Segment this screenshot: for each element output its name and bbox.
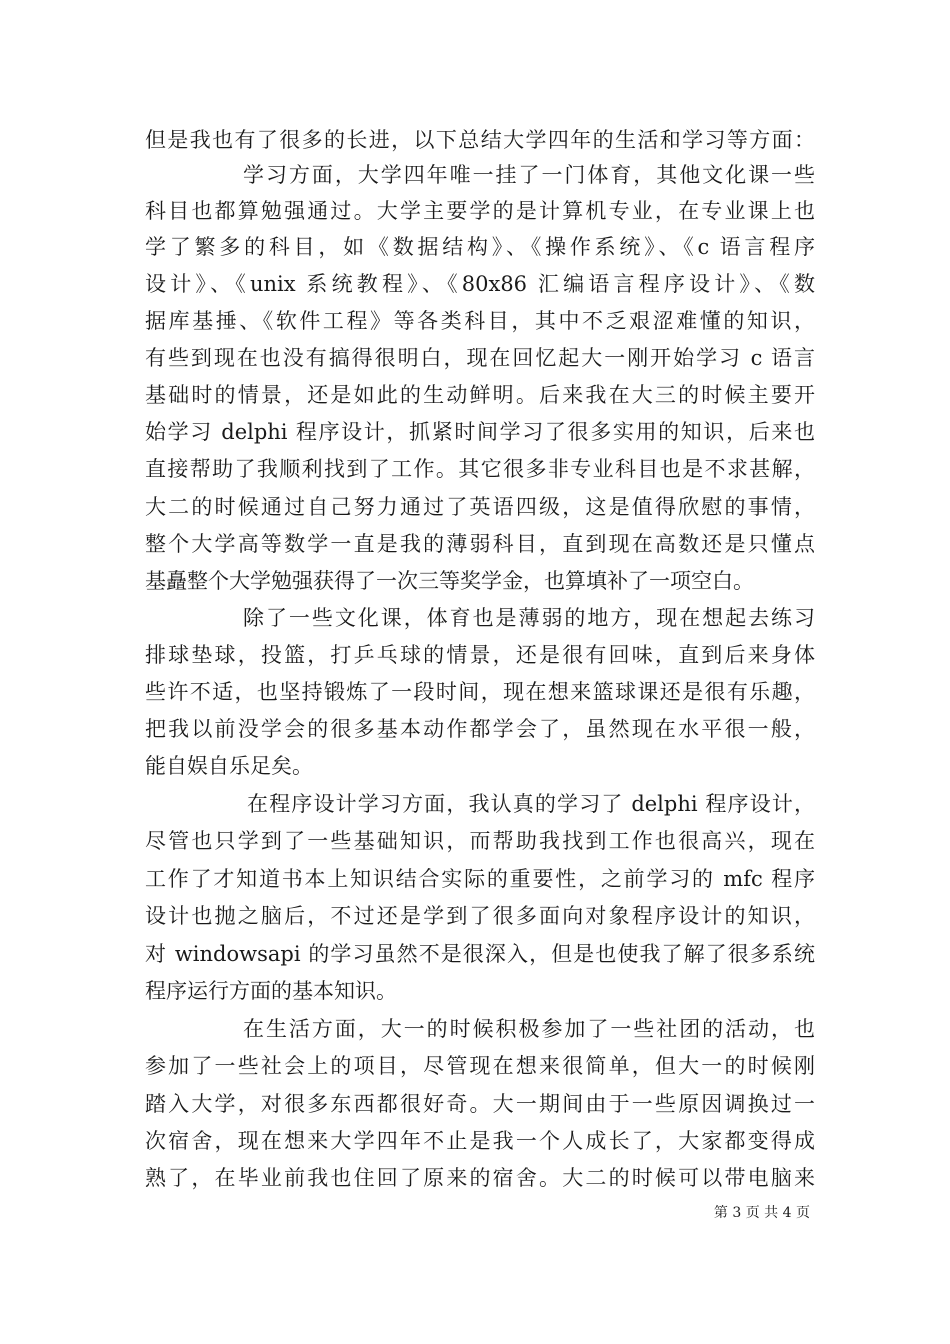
text-line: 程序运行方面的基本知识。 [145,979,397,1003]
text-line: 次宿舍，现在想来大学四年不止是我一个人成长了，大家都变得成 [145,1129,815,1153]
text-line: 除了一些文化课，体育也是薄弱的地方，现在想起去练习 [243,606,815,630]
text-line: 把我以前没学会的很多基本动作都学会了，虽然现在水平很一般， [145,717,815,741]
text-line: 对 windowsapi 的学习虽然不是很深入，但是也使我了解了很多系统 [145,942,815,966]
text-line: 直接帮助了我顺利找到了工作。其它很多非专业科目也是不求甚解， [145,457,815,481]
text-line: 始学习 delphi 程序设计，抓紧时间学习了很多实用的知识，后来也 [145,420,815,444]
text-line: 设计》、《unix 系统教程》、《80x86 汇编语言程序设计》、《数 [145,272,815,296]
text-line: 学习方面，大学四年唯一挂了一门体育，其他文化课一些 [243,163,815,187]
text-line: 参加了一些社会上的项目，尽管现在想来很简单，但大一的时候刚 [145,1054,815,1078]
text-line: 些许不适，也坚持锻炼了一段时间，现在想来篮球课还是很有乐趣， [145,680,815,704]
text-line: 排球垫球，投篮，打乒乓球的情景，还是很有回味，直到后来身体 [145,643,815,667]
text-line: 科目也都算勉强通过。大学主要学的是计算机专业，在专业课上也 [145,199,815,223]
text-line: 但是我也有了很多的长进，以下总结大学四年的生活和学习等方面： [145,128,815,152]
text-line: 工作了才知道书本上知识结合实际的重要性，之前学习的 mfc 程序 [145,867,815,891]
text-line: 整个大学高等数学一直是我的薄弱科目，直到现在高数还是只懂点 [145,532,815,556]
text-line: 设计也抛之脑后，不过还是学到了很多面向对象程序设计的知识， [145,904,815,928]
text-line: 能自娱自乐足矣。 [145,754,313,778]
text-line: 尽管也只学到了一些基础知识，而帮助我找到工作也很高兴，现在 [145,829,815,853]
text-line: 在程序设计学习方面，我认真的学习了 delphi 程序设计， [247,792,815,816]
text-line: 熟了，在毕业前我也住回了原来的宿舍。大二的时候可以带电脑来 [145,1166,815,1190]
text-line: 据库基捶、《软件工程》等各类科目，其中不乏艰涩难懂的知识， [145,309,815,333]
text-line: 在生活方面，大一的时候积极参加了一些社团的活动，也 [243,1017,815,1041]
text-line: 大二的时候通过自己努力通过了英语四级，这是值得欣慰的事情， [145,495,815,519]
text-line: 基矗整个大学勉强获得了一次三等奖学金，也算填补了一项空白。 [145,569,754,593]
text-line: 基础时的情景，还是如此的生动鲜明。后来我在大三的时候主要开 [145,383,815,407]
text-line: 踏入大学，对很多东西都很好奇。大一期间由于一些原因调换过一 [145,1092,815,1116]
page-number-footer: 第 3 页 共 4 页 [713,1205,810,1221]
text-line: 有些到现在也没有搞得很明白，现在回忆起大一刚开始学习 c 语言 [145,346,815,370]
text-line: 学了繁多的科目，如《数据结构》、《操作系统》、《c 语言程序 [145,235,815,259]
